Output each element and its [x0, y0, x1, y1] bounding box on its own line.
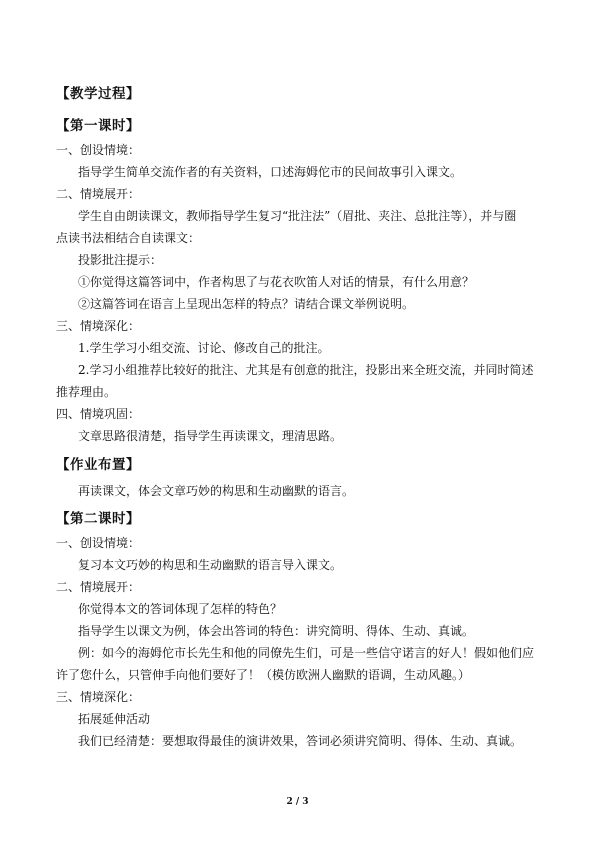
paragraph: 你觉得本文的答词体现了怎样的特色？	[78, 602, 283, 616]
section-title: 三、情境深化：	[56, 690, 141, 704]
section-title: 三、情境深化：	[56, 319, 141, 333]
section-title: 一、创设情境：	[56, 143, 141, 157]
example-continued: 许了您什么，只管伸手向他们要好了！（模仿欧洲人幽默的语调，生动风趣。）	[56, 668, 471, 682]
paragraph: 投影批注提示：	[78, 253, 163, 267]
section-title: 四、情境巩固：	[56, 407, 141, 421]
section-title: 二、情境展开：	[56, 580, 141, 594]
question-2: ②这篇答词在语言上呈现出怎样的特点？请结合课文举例说明。	[78, 297, 415, 311]
heading-homework: 【作业布置】	[56, 457, 140, 473]
paragraph: 再读课文，体会文章巧妙的构思和生动幽默的语言。	[78, 484, 355, 498]
paragraph: 复习本文巧妙的构思和生动幽默的语言导入课文。	[78, 558, 343, 572]
paragraph: 文章思路很清楚，指导学生再读课文，理清思路。	[78, 429, 343, 443]
paragraph: 拓展延伸活动	[78, 712, 151, 726]
paragraph: 学生自由朗读课文，教师指导学生复习“批注法”（眉批、夹注、总批注等），并与圈	[78, 209, 517, 223]
page-number: 2 / 3	[286, 797, 309, 807]
example: 例：如今的海姆佗市长先生和他的同僚先生们，可是一些信守诺言的好人！假如他们应	[78, 646, 535, 660]
list-item-continued: 推荐理由。	[56, 385, 117, 399]
paragraph: 指导学生简单交流作者的有关资料，口述海姆佗市的民间故事引入课文。	[78, 165, 463, 179]
heading-lesson-1: 【第一课时】	[56, 118, 140, 134]
question-1: ①你觉得这篇答词中，作者构思了与花衣吹笛人对话的情景，有什么用意？	[78, 275, 475, 289]
paragraph: 我们已经清楚：要想取得最佳的演讲效果，答词必须讲究简明、得体、生动、真诚。	[78, 734, 523, 748]
list-item: 1.学生学习小组交流、讨论、修改自己的批注。	[78, 341, 330, 355]
paragraph-continued: 点读书法相结合自读课文：	[56, 231, 201, 245]
heading-teaching-process: 【教学过程】	[56, 86, 140, 102]
list-item: 2.学习小组推荐比较好的批注、尤其是有创意的批注，投影出来全班交流，并同时简述	[78, 363, 534, 377]
section-title: 一、创设情境：	[56, 536, 141, 550]
paragraph: 指导学生以课文为例，体会出答词的特色：讲究简明、得体、生动、真诚。	[78, 624, 475, 638]
section-title: 二、情境展开：	[56, 187, 141, 201]
heading-lesson-2: 【第二课时】	[56, 511, 140, 527]
